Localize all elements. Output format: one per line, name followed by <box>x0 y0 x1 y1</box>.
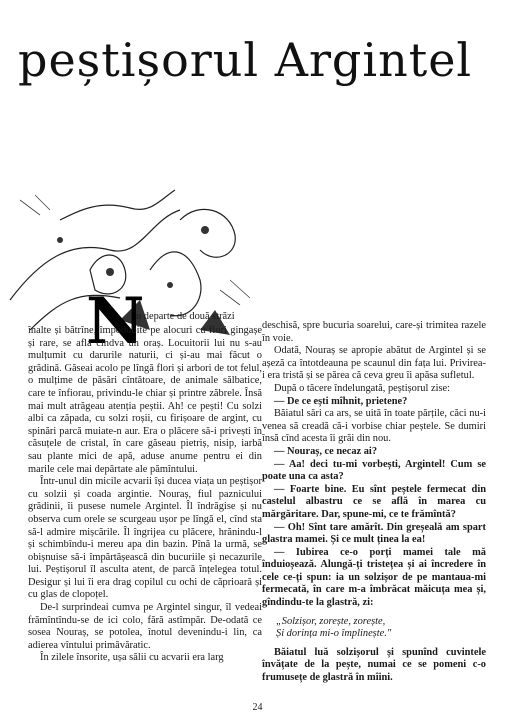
dialogue-line-1: — De ce ești mîhnit, prietene? <box>274 395 408 407</box>
closing-paragraph: Băiatul luă solzișorul și spunînd cuvintele învățate de la pește, numai ce se pomeni c-o frumusețe de glastră în mîini. <box>262 646 486 684</box>
right-paragraph-2: Odată, Nouraș se apropie abătut de Argintel și se așeză ca întotdeauna pe scaunul din fața lui. Privirea-i era tristă și se părea că ceva greu îi apăsa sufletul. <box>262 345 486 382</box>
dialogue-line-6: — Iubirea ce-o porți mamei tale mă înduioșează. Alungă-ți tristețea și ai încredere în cele ce-ți spun: ia un solzișor de pe mantaua-mi fermecată, în care m-a îmbrăcat măicuța mea și, gîndindu-te la glastră, zi: <box>262 546 486 609</box>
left-paragraph-1: înalte și bătrîne, împodobite pe alocuri cu flori gingașe și rare, se afla cîndva un oraș. Locuitorii lui nu s-au mulțumit cu darurile naturii, ci și-au mai făcut o grădină. Găseai acolo pe lîngă flori și arbori de tot felul, o mulțime de păsări cîntătoare, de animale sălbatice, care te înfiorau, privindu-le chiar și printre zăbrele. Însă mai mult atrăgeau atenția peștii. Ah! ce pești! Cu solzi albi ca zăpada, cu solzi roșii, cu firișoare de argint, cu spinări parcă muiate-n aur. Era o plăcere să-i privești în căsuțele de cristal, în care găseau pietriș, nisip, iarbă sau plante mici de apă, aduse anume pentru ei din marile cele mai depărtate ale pămîntului. <box>28 325 262 475</box>
left-column <box>28 325 262 665</box>
story-title: peștișorul Argintel <box>18 33 473 87</box>
page-number: 24 <box>252 702 263 713</box>
right-column <box>262 320 486 685</box>
left-paragraph-4: În zilele însorite, ușa sălii cu acvarii era larg <box>40 652 224 664</box>
first-line: u departe de două străzi <box>136 311 235 322</box>
right-paragraph-5: Băiatul sări ca ars, se uită în toate părțile, căci nu-i venea să creadă că-i vorbise chiar peștele. Se dumiri însă cînd acesta îi grăi din nou. <box>262 408 486 445</box>
verse-line-1: „Solzișor, zorește, zorește, <box>276 615 386 627</box>
dialogue-line-2: — Nouraș, ce necaz ai? <box>274 445 378 457</box>
verse <box>276 616 486 641</box>
verse-line-2: Și dorința mi-o împlinește." <box>276 628 392 640</box>
drop-cap: N <box>86 284 145 359</box>
dialogue-line-3: — Aa! deci tu-mi vorbești, Argintel! Cum se poate una ca asta? <box>262 458 486 483</box>
dialogue-line-4: — Foarte bine. Eu sînt peștele fermecat din castelul albastru ce se află în marea cu mărgăritare. Dar, spune-mi, ce te frămîntă? <box>262 483 486 520</box>
right-paragraph-1: deschisă, spre bucuria soarelui, care-și trimitea razele în voie. <box>262 320 486 344</box>
right-paragraph-3: După o tăcere îndelungată, peștișorul zise: <box>274 382 451 394</box>
dialogue-line-5: — Oh! Sînt tare amărît. Din greșeală am spart glastra mamei. Și ce mult ținea la ea! <box>262 521 486 546</box>
left-paragraph-3: De-l surprindeai cumva pe Argintel singur, îl vedeai frămîntîndu-se de ici colo, fără astîmpăr. De-odată ce sosea Nouraș, se potolea, înotul devenindu-i lin, ca adierea vîntului primăvăratic. <box>28 602 262 651</box>
left-paragraph-2: Într-unul din micile acvarii își ducea viața un peștișor cu solzii și coada argintie. Nouraș, fiul paznicului grădinii, îi pusese numele Argintel. Îl îndrăgise și nu observa cum orele se scurgeau ușor pe lîngă el, cînd sta să-l admire mișcările. Îl îngrijea cu plăcere, hrănindu-l și schimbîndu-i mereu apa din bazin. Pînă la urmă, se obișnuise să-i împărtășească din bucuriile și necazurile lui. Peștișorul îl asculta atent, de parcă înțelegea totul. Desigur și lui îi era drag copilul cu ochi de căprioară și cu glas de clopoțel. <box>28 476 262 601</box>
